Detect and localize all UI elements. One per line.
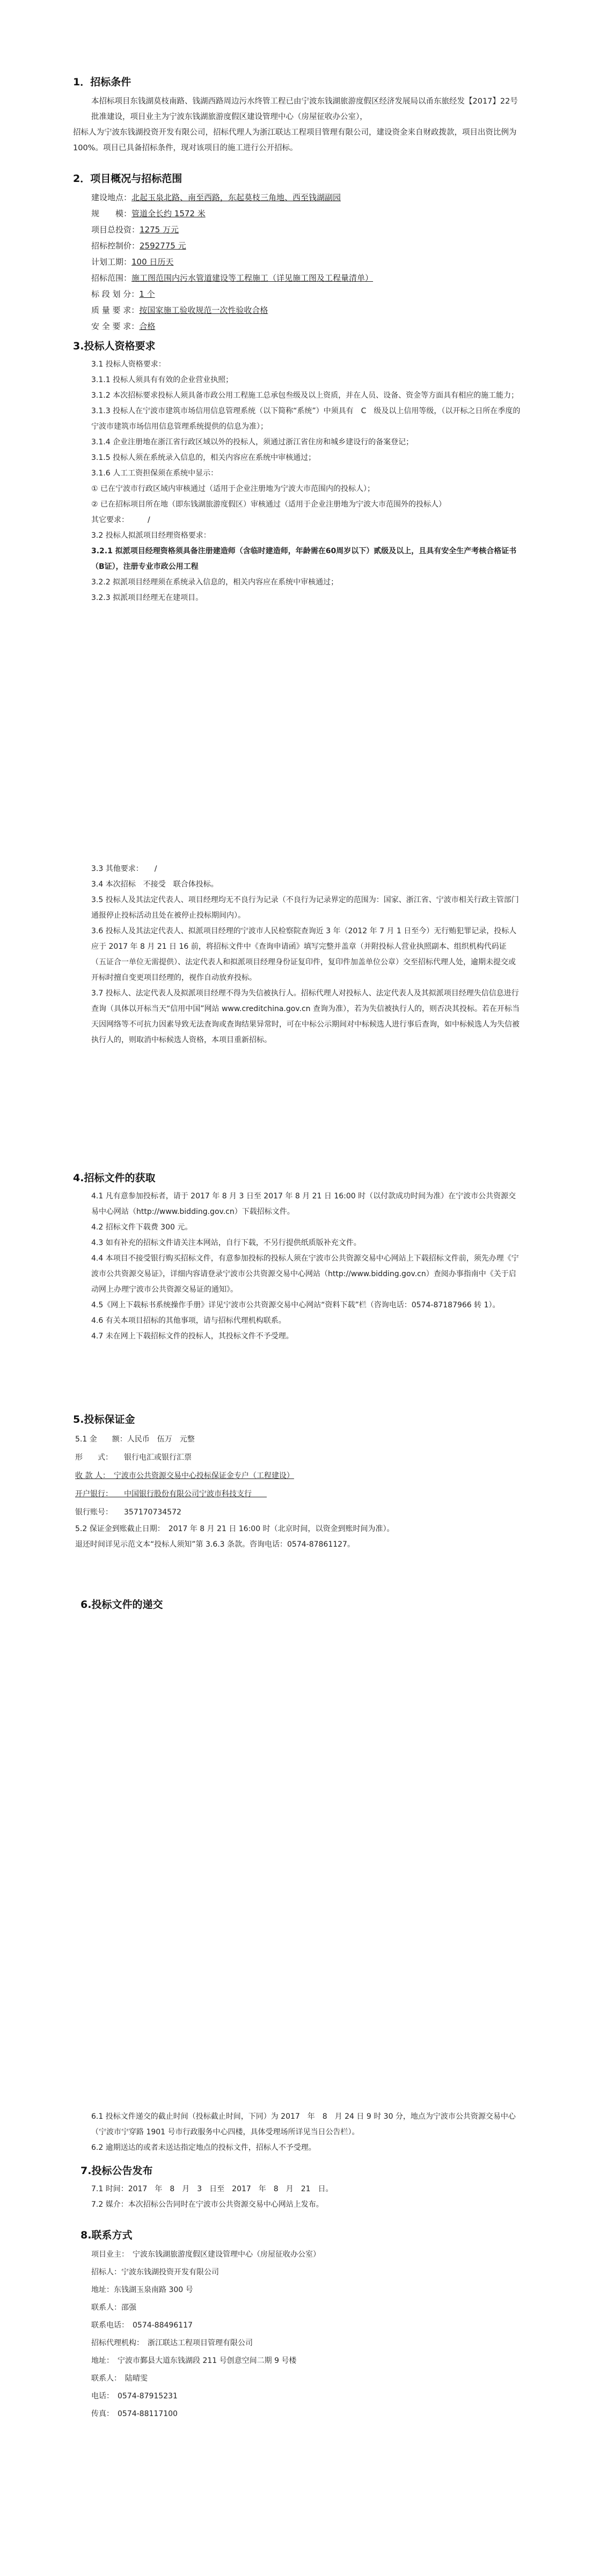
row-value: 施工图范围内污水管道建设等工程施工（详见施工图及工程量清单） [131,273,374,283]
section-6 [0,1597,607,1611]
section-1 [0,74,607,156]
contact-line: 电话： 0574-87915231 [91,2392,185,2401]
section-8 [0,2227,607,2423]
project-row [91,254,607,270]
s3-line: 3.2 投标人拟派项目经理资格要求： [91,531,211,540]
contact-line: 联系电话： 0574-88496117 [91,2321,208,2330]
s3-line: 3.1 投标人资格要求： [91,360,166,369]
s3b-line: 3.5 投标人及其法定代表人、项目经理均无不良行为记录（不良行为记录界定的范围为：国家、浙江省、宁波市相关行政主管部门通报停止投标活动且处在被停止投标期间内）。 [91,896,519,920]
contact-line: 地址： 宁波市鄞县大道东钱湖段 211 号创意空间二期 9 号楼 [91,2357,297,2365]
s3-line: 3.2.2 拟派项目经理须在系统录入信息的，相关内容应在系统中审核通过； [91,578,339,587]
contact-line: 传真： 0574-88117100 [91,2410,185,2418]
section-4-title: 4.招标文件的获取 [73,1172,156,1184]
section-3-continued [0,861,607,1048]
s3-line: 3.1.6 人工工资担保须在系统中显示： [91,469,218,478]
project-row [91,222,607,238]
row-key: 质 量 要 求： [91,305,140,315]
s4-line: 4.2 招标文件下载费 300 元。 [91,1223,193,1232]
section-2-title: 2．项目概况与招标范围 [73,173,182,185]
s3-line: ① 已在宁波市行政区域内审核通过（适用于企业注册地为宁波大市范围内的投标人）； [91,485,375,493]
s6-line: 6.2 逾期送达的或者未送达指定地点的投标文件，招标人不予受理。 [91,2143,316,2152]
s3-line: 3.1.3 投标人在宁波市建筑市场信用信息管理系统（以下简称“系统”）中须具有 C 级及以上信用等级，（以开标之日所在季度的宁波市建筑市场信用信息管理系统提供的信息为准）； [91,407,521,431]
s5-line: 形 式： 银行电汇或银行汇票 [75,1453,229,1462]
s3-line: ② 已在招标项目所在地（即东钱湖旅游度假区）审核通过（适用于企业注册地为宁波大市范围外的投标人） [91,500,446,509]
section-2 [0,171,607,334]
row-key: 安 全 要 求： [91,321,140,331]
section-7 [0,2163,607,2213]
s3-line: 其它要求： / [91,516,188,524]
row-value: 按国家施工验收规范一次性验收合格 [139,305,268,315]
row-key: 计划工期： [91,257,132,267]
section-6-title: 6.投标文件的递交 [81,1599,163,1611]
section-5-title: 5.投标保证金 [73,1414,135,1425]
s5-line: 5.1 金 额：人民币 伍万 元整 [75,1435,195,1444]
s4-line: 4.6 有关本项目招标的其他事项，请与招标代理机构联系。 [91,1316,286,1325]
section-1-title: 1．招标条件 [73,76,131,88]
s4-line: 4.1 凡有意参加投标者，请于 2017 年 8 月 3 日至 2017 年 8 月 21 日 16:00 时（以付款成功时间为准）在宁波市公共资源交易中心网站（http://www.bidding.gov.cn）下载招标文件。 [91,1192,516,1216]
s4-line: 4.7 未在网上下载招标文件的投标人，其投标文件不予受理。 [91,1332,294,1341]
s6-line: 6.1 投标文件递交的截止时间（投标截止时间，下同）为 2017 年 8 月 24 日 9 时 30 分，地点为宁波市公共资源交易中心（宁波市宁穿路 1901 号市行政服务中心四楼，具体受理场所详见当日公告栏）。 [91,2112,516,2136]
contact-line: 项目业主： 宁波东钱湖旅游度假区建设管理中心（房屋征收办公室） [91,2250,332,2259]
contact-line: 招标人：宁波东钱湖投资开发有限公司 [91,2268,249,2277]
project-row [91,206,607,222]
s3-line: 3.2.3 拟派项目经理无在建项目。 [91,594,203,602]
s3-line: 3.2.1 拟派项目经理资格须具备注册建造师（含临时建造师，年龄需在60周岁以下）贰级及以上，且具有安全生产考核合格证书（B证），注册专业市政公用工程 [91,547,517,571]
project-row [91,318,607,334]
row-key: 规 模： [91,209,132,218]
section-1-line-1: 招标人为宁波东钱湖投资开发有限公司，招标代理人为浙江联达工程项目管理有限公司，建设资金来自财政拨款，项目出资比例为100%。项目已具备招标条件，现对该项目的施工进行公开招标。 [73,128,517,152]
row-key: 项目总投资： [91,225,140,235]
s3b-line: 3.4 本次招标 不接受 联合体投标。 [91,880,218,889]
s4-line: 4.3 如有补充的招标文件请关注本网站，自行下载，不另行提供纸质版补充文件。 [91,1239,361,1247]
row-value: 1275 万元 [140,225,179,235]
row-value: 管道全长约 1572 米 [131,209,206,218]
project-row [91,189,607,206]
s5-line: 收 款 人： 宁波市公共资源交易中心投标保证金专户（工程建设） [75,1472,294,1480]
s5-line: 开户银行： 中国银行股份有限公司宁波市科技支行 [75,1490,267,1498]
s4-line: 4.4 本项目不接受银行购买招标文件，有意参加投标的投标人须在宁波市公共资源交易中心网站上下载招标文件前，须先办理《宁波市公共资源交易证》，详细内容请登录宁波市公共资源交易中心网站（http://www.bidding.gov.cn）查阅办事指南中《关于启动网上办理宁波市公共资源交易证的通知》。 [91,1254,519,1294]
row-value: 1 个 [139,289,155,299]
row-value: 北起玉泉北路、南至西路，东起莫枝三角地、西至钱湖副园 [131,193,341,202]
row-key: 建设地点： [91,193,132,202]
project-row [91,302,607,318]
s5-line: 银行账号： 357170734572 [75,1508,196,1517]
contact-line: 地址：东钱湖玉泉南路 300 号 [91,2286,231,2294]
s5-line: 5.2 保证金到账截止日期： 2017 年 8 月 21 日 16:00 时（北京时间，以资金到账时间为准）。 [75,1525,394,1533]
section-6-body [0,2109,607,2156]
s7-line: 7.1 时间：2017 年 8 月 3 日至 2017 年 8 月 21 日。 [91,2185,333,2193]
section-1-line-0: 本招标项目东钱湖莫枝南路、钱湖西路周边污水终管工程已由宁波东钱湖旅游度假区经济发展局以甬东旅经发【2017】22号批准建设，项目业主为宁波东钱湖旅游度假区建设管理中心（房屋征收办公室）， [91,97,518,121]
s5-line: 退还时间详见示范文本“投标人须知”第 3.6.3 条款。咨询电话：0574-87861127。 [75,1540,355,1549]
contact-line: 联系人：邵强 [91,2303,151,2312]
section-5 [0,1411,607,1553]
contact-line: 招标代理机构： 浙江联达工程项目管理有限公司 [91,2339,283,2347]
contact-line: 联系人： 陆晴雯 [91,2374,163,2383]
row-value: 合格 [139,321,156,331]
s3-line: 3.1.1 投标人须具有有效的企业营业执照； [91,376,233,384]
s3b-line: 3.6 投标人及其法定代表人、拟派项目经理的宁波市人民检察院查询近 3 年（2012 年 7 月 1 日至今）无行贿犯罪记录，投标人应于 2017 年 8 月 21 日 16 前，将招标文件中《查询申请函》填写完整并盖章（并附投标人营业执照副本、组织机构代码证（五证合一单位无需提供）、法定代表人和拟派项目经理身份证复印件，复印件加盖单位公章）交至招标代理人处，逾期未提交或开标时擅自变更项目经理的，视作自动放弃投标。 [91,927,517,982]
row-key: 招标控制价： [91,241,140,251]
s3b-line: 3.3 其他要求： / [91,865,202,873]
s3-line: 3.1.4 企业注册地在浙江省行政区域以外的投标人，须通过浙江省住房和城乡建设行的备案登记； [91,438,414,447]
s3-line: 3.1.5 投标人须在系统录入信息的，相关内容应在系统中审核通过； [91,453,316,462]
project-row [91,238,607,254]
section-3 [0,338,607,606]
s4-line: 4.5《网上下载标书系统操作手册》详见宁波市公共资源交易中心网站“资料下载”栏（咨询电话：0574-87187966 转 1）。 [91,1301,500,1309]
project-row [91,270,607,286]
project-row [91,286,607,302]
row-value: 100 日历天 [131,257,174,267]
s3b-line: 3.7 投标人、法定代表人及拟派项目经理不得为失信被执行人。招标代理人对投标人、法定代表人及其拟派项目经理失信信息进行查询（具体以开标当天“信用中国”网站 www.creditchina.gov.cn 查询为准），若为失信被执行人的，则否决其投标。若在开标当天因网络等不可抗力因素导致无法查询或查询结果异常时，可在中标公示期间对中标候选人进行事后查询，如中标候选人为失信被执行人的，则取消中标候选人资格，本项目重新招标。 [91,989,520,1044]
s3-line: 3.1.2 本次招标要求投标人须具备市政公用工程施工总承包叁级及以上资质，并在人员、设备、资金等方面具有相应的施工能力； [91,391,519,400]
row-key: 标 段 划 分： [91,289,140,299]
section-3-title: 3.投标人资格要求 [73,340,156,352]
s7-line: 7.2 媒介：本次招标公告同时在宁波市公共资源交易中心网站上发布。 [91,2200,324,2209]
row-value: 2592775 元 [140,241,186,251]
section-7-title: 7.投标公告发布 [81,2165,153,2177]
row-key: 招标范围： [91,273,132,283]
section-4 [0,1170,607,1344]
section-8-title: 8.联系方式 [81,2229,133,2241]
